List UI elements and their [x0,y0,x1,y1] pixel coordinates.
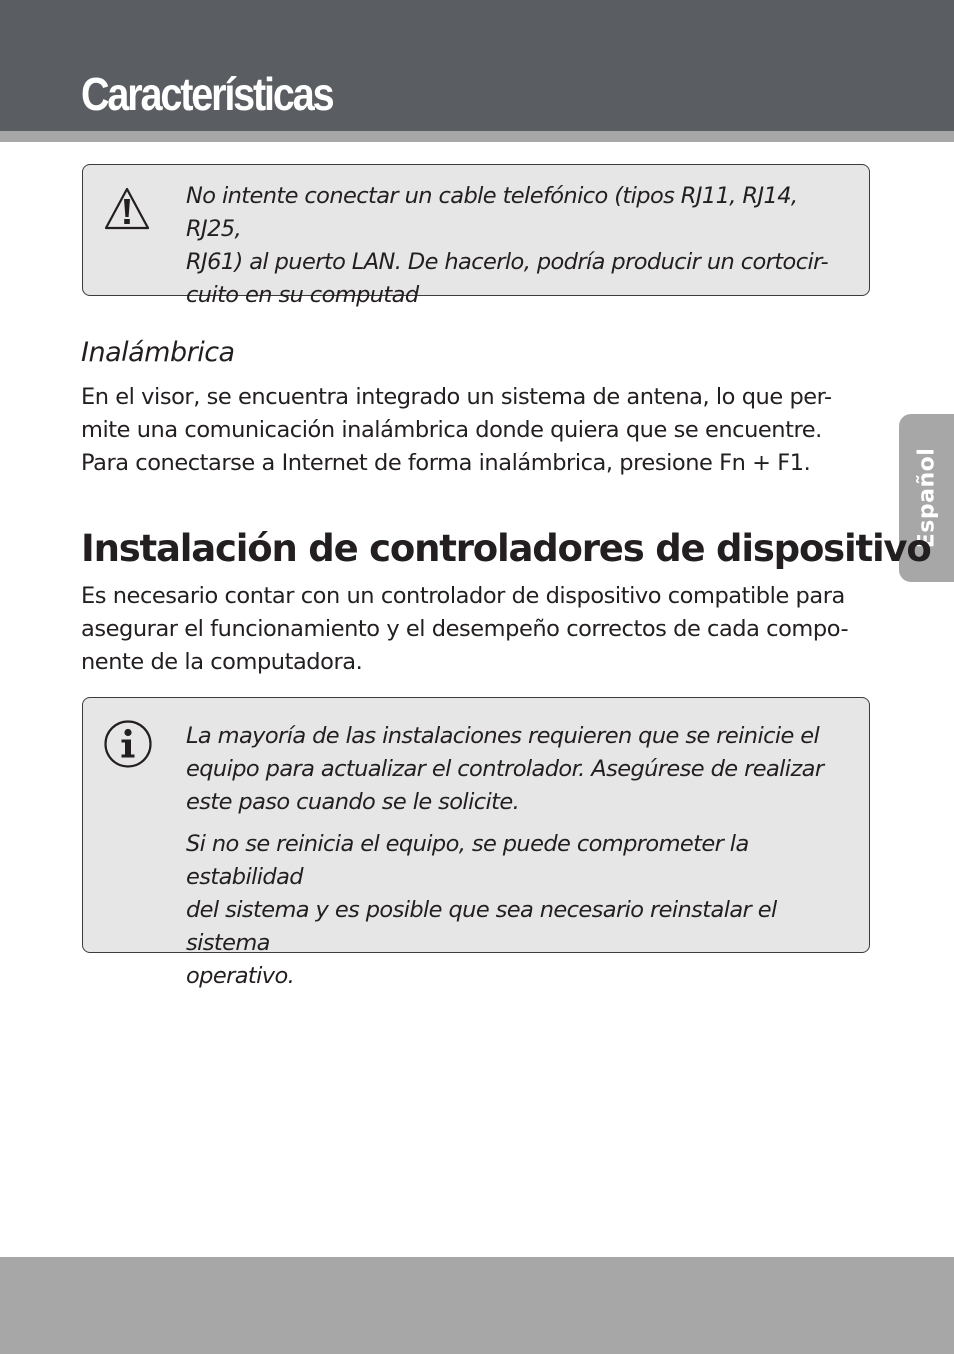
text-line: No intente conectar un cable telefónico (tipos RJ11, RJ14, RJ25, [186,183,798,242]
text-line: Si no se reinicia el equipo, se puede comprometer la estabilidad [186,831,749,890]
wireless-heading: Inalámbrica [81,337,235,368]
text-line: La mayoría de las instalaciones requieren que se reinicie el [186,723,820,749]
text-line: cuito en su computad [186,282,419,308]
text-line: mite una comunicación inalámbrica donde quiera que se encuentre. [81,417,822,443]
warning-box [82,164,870,308]
text-line: este paso cuando se le solicite. [186,789,520,815]
info-box [82,697,870,989]
text-line: del sistema y es posible que sea necesario reinstalar el sistema [186,897,777,956]
text-line: RJ61) al puerto LAN. De hacerlo, podría producir un cortocir- [186,249,829,275]
text-line: equipo para actualizar el controlador. Asegúrese de realizar [186,756,824,782]
text-line: Es necesario contar con un controlador de dispositivo compatible para [81,583,845,609]
text-line: operativo. [186,963,295,989]
warning-triangle-icon [103,186,151,236]
text-line: nente de la computadora. [81,649,363,675]
footer-band [0,1257,954,1354]
text-line: asegurar el funcionamiento y el desempeño correctos de cada compo- [81,616,849,642]
info-circle-icon [103,719,153,773]
header-rule [0,131,954,142]
page-title: Características [81,68,333,120]
warning-text [186,180,851,312]
info-text-1 [186,720,851,819]
text-line: Para conectarse a Internet de forma inalámbrica, presione Fn + F1. [81,450,811,476]
text-line: En el visor, se encuentra integrado un sistema de antena, lo que per- [81,384,832,410]
info-text-2 [186,828,851,993]
section-heading: Instalación de controladores de dispositivo [81,527,931,570]
drivers-paragraph [81,580,876,679]
language-tab-label: Español [914,447,939,549]
wireless-paragraph [81,381,876,480]
